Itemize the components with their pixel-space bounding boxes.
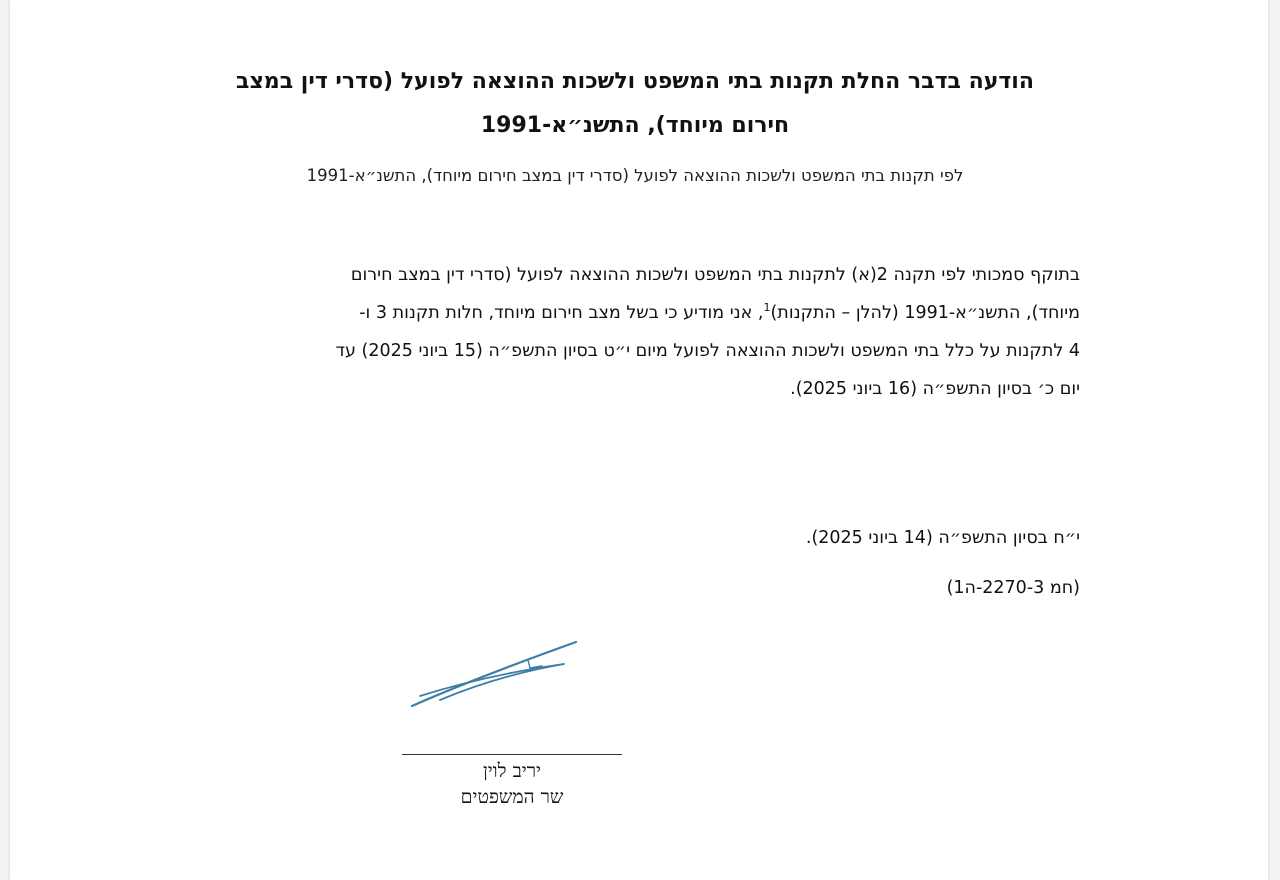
title-line-2: חירום מיוחד), התשנ״א-1991 — [480, 113, 790, 138]
document-reference: (חמ 2270-3-ה1) — [946, 578, 1080, 598]
signature-strokes — [412, 642, 576, 706]
document-title — [190, 60, 1080, 148]
footnote-mark: 1 — [763, 301, 771, 315]
signer-name: יריב לוין — [482, 760, 542, 782]
signature-stroke-second — [420, 664, 564, 700]
body-line-4: יום כ׳ בסיון התשפ״ה (16 ביוני 2025). — [790, 379, 1080, 399]
title-line-1: הודעה בדבר החלת תקנות בתי המשפט ולשכות ההוצאה לפועל (סדרי דין במצב — [236, 69, 1034, 94]
signature-line — [402, 754, 622, 755]
signature-image — [398, 628, 598, 728]
signature-stroke-main — [412, 642, 576, 706]
body-line-1: בתוקף סמכותי לפי תקנה 2(א) לתקנות בתי המשפט ולשכות ההוצאה לפועל (סדרי דין במצב חירום — [350, 265, 1080, 285]
body-line-2 — [190, 294, 1080, 332]
document-subtitle: לפי תקנות בתי המשפט ולשכות ההוצאה לפועל (סדרי דין במצב חירום מיוחד), התשנ״א-1991 — [306, 166, 964, 185]
document-body — [190, 256, 1080, 408]
signature-stroke-tick — [528, 660, 542, 668]
body-line-2-start: מיוחד), התשנ״א-1991 (להלן – התקנות) — [770, 303, 1080, 323]
signer-role: שר המשפטים — [460, 786, 564, 808]
document-date: י״ח בסיון התשפ״ה (14 ביוני 2025). — [805, 528, 1080, 548]
body-line-2-end: , אני מודיע כי בשל מצב חירום מיוחד, חלות תקנות 3 ו- — [359, 303, 764, 323]
body-line-3: 4 לתקנות על כלל בתי המשפט ולשכות ההוצאה לפועל מיום י״ט בסיון התשפ״ה (15 ביוני 2025) עד — [335, 341, 1080, 361]
